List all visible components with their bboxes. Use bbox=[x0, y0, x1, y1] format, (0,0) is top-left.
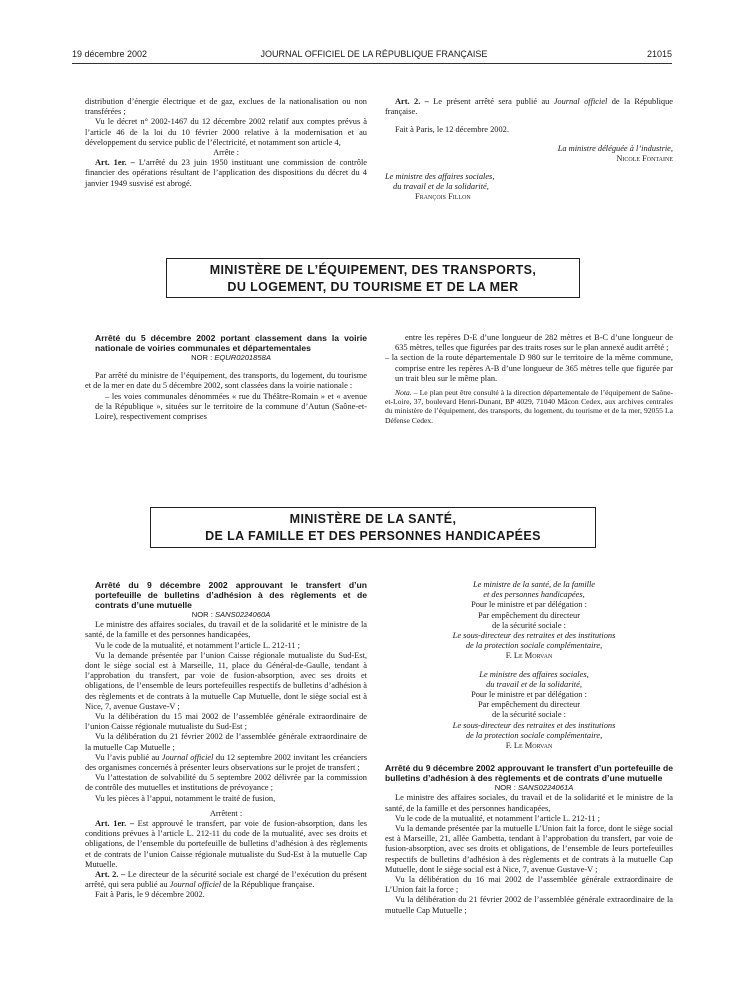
paragraph: Vu l’attestation de solvabilité du 5 septembre 2002 délivrée par la commission de contrôle des mutuelles et institutions de prévoyance ; bbox=[85, 773, 367, 793]
ministry-heading-equipement bbox=[166, 258, 580, 298]
header-title: JOURNAL OFFICIEL DE LA RÉPUBLIQUE FRANÇAISE bbox=[260, 49, 488, 59]
signature-line: de la sécurité sociale : bbox=[492, 710, 566, 720]
article-label: Art. 1er. – bbox=[95, 158, 135, 168]
top-left-column bbox=[85, 97, 367, 189]
paragraph: entre les repères D-E d’une longueur de 282 mètres et B-C d’une longueur de 635 mètres, telles que figurées par des traits roses sur le plan annexé audit arrêté ; bbox=[395, 333, 673, 353]
header-page-number: 21015 bbox=[646, 49, 672, 59]
section2-right-column bbox=[385, 333, 673, 425]
article-label: Art. 2. – bbox=[95, 870, 126, 880]
paragraph: Par arrêté du ministre de l’équipement, des transports, du logement, du tourisme et de la mer en date du 5 décembre 2002, sont classées dans la voirie nationale : bbox=[85, 371, 367, 391]
article-text: Le présent arrêté sera publié au bbox=[428, 97, 554, 106]
journal-officiel-ref: Journal officiel bbox=[169, 880, 222, 890]
nor-label: NOR : bbox=[191, 353, 215, 362]
nor-reference bbox=[85, 610, 367, 620]
paragraph: Vu le code de la mutualité, et notamment l’article L. 212-11 ; bbox=[395, 813, 601, 823]
signature-line: Par empêchement du directeur bbox=[477, 700, 581, 710]
signature-line: Pour le ministre et par délégation : bbox=[471, 690, 587, 700]
article-1 bbox=[85, 158, 367, 189]
journal-officiel-ref: Journal officiel bbox=[553, 97, 608, 106]
nota-text: – Le plan peut être consulté à la direction départementale de l’équipement de Saône-et-Loire, 37, boulevard Henri-Dunant, BP 4029, 71040 Mâcon Cedex, aux archives centrales du ministère de l’équipement, des transports, du logement, du tourisme et de la mer, 92055 La Défense Cedex. bbox=[385, 388, 673, 425]
list-item: – les voies communales dénommées « rue du Théâtre-Romain » et « avenue de la République », situées sur le territoire de la commune d’Autun (Saône-et-Loire), respectivement comprises bbox=[95, 391, 367, 422]
ministry-line: MINISTÈRE DE L’ÉQUIPEMENT, DES TRANSPORTS, bbox=[209, 263, 537, 277]
nota-label: Nota. bbox=[395, 388, 412, 398]
signature-role: du travail et de la solidarité, bbox=[486, 679, 582, 689]
signature-role: de la protection sociale complémentaire, bbox=[465, 730, 603, 740]
article-label: Art. 2. – bbox=[395, 97, 429, 106]
arrete-heading: Arrête : bbox=[213, 148, 239, 158]
paragraph: Vu le code de la mutualité, et notamment l’article L. 212-11 ; bbox=[95, 640, 301, 650]
decree-title: Arrêté du 5 décembre 2002 portant classement dans la voirie nationale de voiries communales et départementales bbox=[95, 333, 367, 353]
signature-role: de la protection sociale complémentaire, bbox=[465, 641, 603, 651]
journal-officiel-ref: Journal officiel bbox=[161, 752, 214, 762]
nor-code: SANS0224061A bbox=[517, 783, 574, 793]
paragraph: Vu la demande présentée par l’union Caisse régionale mutualiste du Sud-Est, dont le siège social est à Marseille, 11, place du Général-de-Gaulle, tendant à l’approbation du transfert, par voie de fusion-absorption, avec ses droits et obligations, de l’ensemble de leurs portefeuilles respectifs de bulletins d’adhésion à des règlements et de contrats à la mutuelle Cap Mutuelle, dont le siège social est à Nice, 7, avenue Gustave-V ; bbox=[85, 650, 367, 711]
signature-role: Le ministre de la santé, de la famille bbox=[472, 580, 596, 589]
arrete-heading: Arrêtent : bbox=[209, 808, 243, 818]
paragraph: Vu la délibération du 21 février 2002 de l’assemblée générale extraordinaire de la mutuelle Cap Mutuelle ; bbox=[85, 732, 367, 752]
decree-title: Arrêté du 9 décembre 2002 approuvant le transfert d’un portefeuille de bulletins d’adhésion à des règlements et de contrats d’une mutuelle bbox=[385, 763, 673, 784]
signature-role: Le ministre des affaires sociales, bbox=[479, 669, 589, 679]
top-right-column bbox=[385, 97, 673, 203]
nor-reference bbox=[85, 353, 367, 363]
signature-role: Le ministre des affaires sociales, bbox=[385, 172, 495, 182]
nor-code: SANS0224060A bbox=[214, 610, 271, 619]
signature-role: du travail et de la solidarité, bbox=[393, 182, 489, 192]
fait-a-paris: Fait à Paris, le 9 décembre 2002. bbox=[95, 890, 205, 900]
signature-name: F. Le Morvan bbox=[505, 651, 553, 661]
signature-name: François Fillon bbox=[415, 192, 471, 202]
list-item: – la section de la route départementale D 980 sur le territoire de la même commune, comprise entre les repères A-B d’une longueur de 365 mètres telle que figurée par un trait bleu sur le même plan. bbox=[385, 353, 673, 383]
nor-label: NOR : bbox=[494, 783, 518, 793]
article-2 bbox=[385, 97, 673, 117]
signature-line: Pour le ministre et par délégation : bbox=[471, 600, 587, 610]
article-text: Est approuvé le transfert, par voie de fusion-absorption, dans les conditions prévues à l’article L. 212-11 du code de la mutualité, avec ses droits et obligations, de l’ensemble du portefeuille de bulletins d’adhésion à des règlements et de contrats de l’union Caisse régionale mutualiste du Sud-Est à la mutuelle Cap Mutuelle. bbox=[85, 819, 367, 869]
fait-a-paris: Fait à Paris, le 12 décembre 2002. bbox=[395, 125, 509, 135]
paragraph: Vu le décret n° 2002-1467 du 12 décembre 2002 relatif aux comptes prévus à l’article 46 de la loi du 10 février 2000 relative à la modernisation et au développement du service public de l’électricité, et notamment son article 4, bbox=[85, 117, 367, 147]
paragraph-text: du 12 septembre 2002 invitant les créanciers des organismes concernés à présenter leurs observations sur le projet de transfert ; bbox=[85, 752, 367, 773]
paragraph: Vu la demande présentée par la mutuelle L’Union fait la force, dont le siège social est à Marseille, 21, allée Gambetta, tendant à l’approbation du transfert, par voie de fusion-absorption, avec ses droits et obligations, de l’ensemble de leurs portefeuilles respectifs de bulletins d’adhésion à des règlements et de contrats à la mutuelle Cap Mutuelle, dont le siège social est à Nice, 7, avenue Gustave-V ; bbox=[385, 824, 673, 874]
nor-code: EQUR0201858A bbox=[214, 353, 271, 362]
ministry-line: MINISTÈRE DE LA SANTÉ, bbox=[289, 512, 457, 526]
section3-right-column bbox=[385, 580, 673, 916]
signature-name: F. Le Morvan bbox=[505, 741, 553, 751]
ministry-line: DE LA FAMILLE ET DES PERSONNES HANDICAPÉES bbox=[205, 529, 541, 543]
paragraph: Vu la délibération du 16 mai 2002 de l’assemblée générale extraordinaire de L’Union fait la force ; bbox=[385, 875, 673, 895]
article-2 bbox=[85, 870, 367, 890]
section3-left-column bbox=[85, 580, 367, 901]
decree-title: Arrêté du 9 décembre 2002 approuvant le transfert d’un portefeuille de bulletins d’adhésion à des règlements et de contrats d’une mutuelle bbox=[95, 580, 367, 610]
paragraph: distribution d’énergie électrique et de gaz, exclues de la nationalisation ou non transférées ; bbox=[85, 97, 367, 117]
article-text: de la République française. bbox=[221, 880, 315, 890]
header-rule bbox=[72, 63, 672, 64]
ministry-line: DU LOGEMENT, DU TOURISME ET DE LA MER bbox=[227, 280, 519, 294]
paragraph: Le ministre des affaires sociales, du travail et de la solidarité et le ministre de la santé, de la famille et des personnes handicapées, bbox=[385, 793, 673, 813]
nota-note bbox=[385, 388, 673, 425]
nor-reference bbox=[385, 783, 673, 793]
section2-left-column bbox=[85, 333, 367, 422]
article-text: Le directeur de la sécurité sociale est chargé de l’exécution du présent arrêté, qui sera publié au bbox=[85, 870, 367, 890]
signature-role: Le sous-directeur des retraites et des institutions bbox=[452, 631, 616, 641]
nor-label: NOR : bbox=[191, 610, 215, 619]
paragraph: Le ministre des affaires sociales, du travail et de la solidarité et le ministre de la santé, de la famille et des personnes handicapées, bbox=[85, 620, 367, 640]
paragraph: Vu les pièces à l’appui, notamment le traité de fusion, bbox=[95, 793, 276, 803]
article-label: Art. 1er. – bbox=[95, 819, 135, 829]
paragraph-text: Vu l’avis publié au bbox=[95, 752, 162, 762]
signature-role: et des personnes handicapées, bbox=[483, 590, 585, 600]
paragraph: Vu la délibération du 21 février 2002 de l’assemblée générale extraordinaire de la mutuelle Cap Mutuelle ; bbox=[385, 895, 673, 915]
paragraph bbox=[85, 753, 367, 773]
signature-line: de la sécurité sociale : bbox=[492, 620, 566, 630]
article-1 bbox=[85, 819, 367, 870]
article-text: L’arrêté du 23 juin 1950 instituant une commission de contrôle financier des opérations résultant de l’application des dispositions du décret du 4 janvier 1949 susvisé est abrogé. bbox=[85, 158, 368, 188]
header-date: 19 décembre 2002 bbox=[72, 49, 148, 59]
article-text: de la République française. bbox=[385, 97, 673, 117]
signature-name: Nicole Fontaine bbox=[616, 153, 673, 163]
signature-role: La ministre déléguée à l’industrie, bbox=[557, 143, 673, 153]
ministry-heading-sante bbox=[150, 507, 596, 548]
signature-line: Par empêchement du directeur bbox=[477, 610, 581, 620]
paragraph: Vu la délibération du 15 mai 2002 de l’assemblée générale extraordinaire de l’union Caisse régionale mutualiste du Sud-Est ; bbox=[85, 712, 367, 732]
signature-role: Le sous-directeur des retraites et des institutions bbox=[452, 720, 616, 730]
